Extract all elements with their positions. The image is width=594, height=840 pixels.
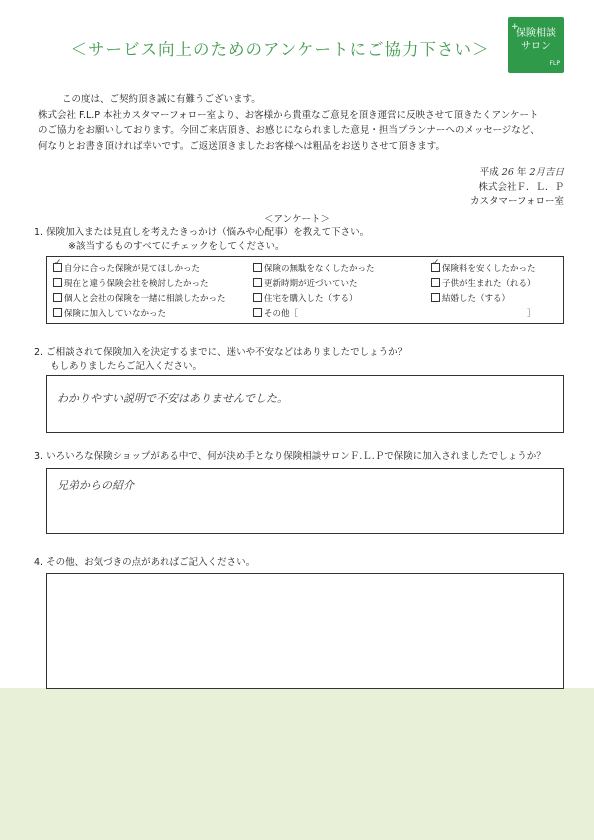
question-1-text: 1. 保険加入または見直しを考えたきっかけ（悩みや心配事）を教えて下さい。 [34, 227, 370, 238]
answer-2-text: わかりやすい説明で不安はありませんでした。 [57, 392, 288, 405]
intro-line: のご協力をお願いしております。今回ご来店頂き、お感じになられました意見・担当プランナーへのメッセージなど、 [38, 125, 540, 136]
checkbox-icon[interactable] [53, 278, 62, 287]
question-2-text: 2. ご相談されて保険加入を決定するまでに、迷いや不安などはありましたでしょうか？ [34, 347, 408, 358]
option-personal-corporate[interactable]: 個人と会社の保険を一緒に相談したかった [53, 292, 226, 304]
checkbox-group [46, 256, 564, 324]
question-1 [34, 226, 369, 254]
option-premium[interactable]: ✓ 保険料を安くしたかった [431, 262, 536, 274]
question-3-text: 3. いろいろな保険ショップがある中で、何が決め手となり保険相談サロンＦ.Ｌ.Ｐで保険に加入されましたでしょうか？ [34, 451, 546, 462]
option-house[interactable]: 住宅を購入した（する） [253, 292, 358, 304]
checkbox-icon[interactable] [253, 293, 262, 302]
survey-heading: ＜アンケート＞ [264, 214, 330, 225]
logo-line-2: サロン [521, 41, 551, 52]
option-renewal[interactable]: 更新時期が近づいていた [253, 277, 358, 289]
option-child[interactable]: 子供が生まれた（れる） [431, 277, 536, 289]
answer-box-3[interactable] [46, 468, 564, 534]
date-line [470, 166, 564, 181]
option-marriage[interactable]: 結婚した（する） [431, 292, 510, 304]
question-3 [34, 450, 546, 464]
brand-logo [508, 17, 564, 73]
other-bracket-close: ］ [527, 309, 536, 319]
question-2 [34, 346, 407, 374]
option-other[interactable]: その他［ [253, 307, 298, 319]
page-title: ＜サービス向上のためのアンケートにご協力下さい＞ [70, 40, 490, 59]
option-other-company[interactable]: 現在と違う保険会社を検討したかった [53, 277, 209, 289]
checkbox-icon[interactable] [253, 263, 262, 272]
checkbox-icon[interactable] [253, 278, 262, 287]
checkbox-icon[interactable] [431, 293, 440, 302]
intro-line: 何なりとお書き頂ければ幸いです。ご返送頂きましたお客様へは粗品をお送りさせて頂きます。 [38, 140, 445, 152]
intro-text [38, 92, 572, 154]
answer-3-text: 兄弟からの紹介 [57, 479, 134, 492]
question-4 [34, 556, 255, 570]
checkbox-icon[interactable] [53, 263, 62, 272]
question-4-text: 4. その他、お気づきの点があればご記入ください。 [34, 557, 256, 568]
answer-box-4[interactable] [46, 573, 564, 689]
option-fit[interactable]: ✓自分に合った保険が見てほしかった [53, 262, 200, 274]
year-label: 年 [516, 167, 527, 178]
answer-box-2[interactable] [46, 375, 564, 433]
option-waste[interactable]: 保険の無駄をなくしたかった [253, 262, 375, 274]
department-name: カスタマーフォロー室 [469, 196, 564, 207]
intro-line: 株式会社 F.L.P 本社カスタマーフォロー室より、お客様から貴重なご意見を頂き運営に反映させて頂きたくアンケート [38, 109, 539, 121]
intro-line: この度は、ご契約頂き誠に有難うございます。 [62, 94, 261, 105]
checkbox-icon[interactable] [431, 278, 440, 287]
year-handwritten: 26 [501, 167, 514, 178]
logo-line-1: 保険相談 [516, 28, 556, 39]
checkbox-icon[interactable] [53, 308, 62, 317]
logo-mark: FLP [549, 60, 560, 67]
checkbox-icon[interactable] [253, 308, 262, 317]
checkbox-icon[interactable] [431, 263, 440, 272]
era-label: 平成 [479, 167, 499, 178]
question-2-note: もしありましたらご記入ください。 [50, 361, 203, 372]
option-no-insurance[interactable]: 保険に加入していなかった [53, 307, 166, 319]
question-1-note: ※該当するものすべてにチェックをしてください。 [68, 241, 285, 252]
month-day-handwritten: 2月吉日 [529, 167, 564, 178]
sender-block [470, 166, 564, 210]
company-name: 株式会社Ｆ．Ｌ．Ｐ [478, 181, 564, 193]
plus-icon: + [511, 22, 519, 32]
checkbox-icon[interactable] [53, 293, 62, 302]
